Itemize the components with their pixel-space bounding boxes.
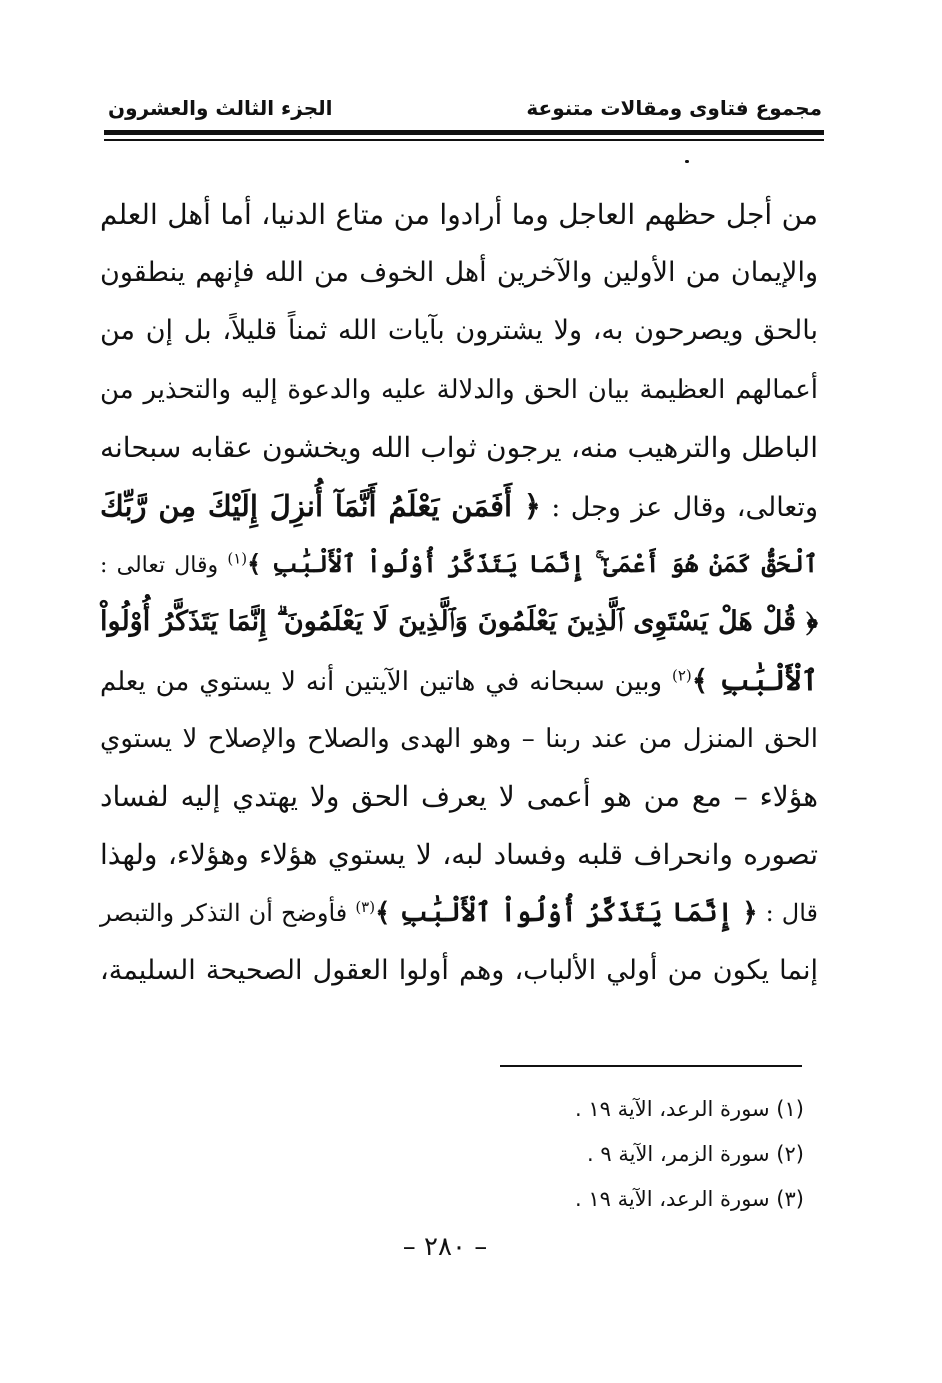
text-line [100, 535, 818, 593]
text-segment: فأوضح أن التذكر والتبصر [100, 899, 356, 928]
text-segment: هؤلاء – مع من هو أعمى لا يعرف الحق ولا يهتدي إليه لفساد [100, 779, 818, 813]
text-segment: تصوره وانحراف قلبه وفساد لبه، لا يستوي هؤلاء وهؤلاء، ولهذا [100, 838, 818, 872]
text-segment: أعمالهم العظيمة بيان الحق والدلالة عليه والدعوة إليه والتحذير من [100, 374, 818, 405]
text-segment: بالحق ويصرحون به، ولا يشترون بآيات الله ثمناً قليلاً، بل إن من [100, 315, 818, 347]
footnote-ref: (٣) [355, 898, 376, 917]
footnote-1: (١) سورة الرعد، الآية ١٩ . [575, 1097, 804, 1121]
main-text [100, 186, 818, 1001]
text-line [100, 768, 818, 826]
text-segment: وقال تعالى : [100, 553, 228, 579]
quran-verse: ﴿ قُلْ هَلْ يَسْتَوِى ٱلَّذِينَ يَعْلَمُونَ وَٱلَّذِينَ لَا يَعْلَمُونَ ۗ إِنَّمَا يَتَذَكَّرُ أُوْلُواْ [100, 606, 818, 638]
text-line [100, 419, 818, 477]
text-line [100, 186, 818, 244]
text-line [100, 302, 818, 360]
text-segment: الحق المنزل من عند ربنا – وهو الهدى والصلاح والإصلاح لا يستوي [100, 723, 818, 754]
footnote-rule [500, 1065, 802, 1067]
footnote-ref: (١) [227, 549, 248, 568]
text-line [100, 593, 818, 651]
text-segment: الباطل والترهيب منه، يرجون ثواب الله ويخشون عقابه سبحانه [100, 430, 818, 464]
text-segment: والإيمان من الأولين والآخرين أهل الخوف من الله فإنهم ينطقون [100, 257, 818, 289]
text-line [100, 652, 818, 710]
quran-verse: ٱلْأَلْبَٰبِ ﴾ [691, 663, 818, 697]
footnote-3: (٣) سورة الرعد، الآية ١٩ . [575, 1187, 804, 1211]
footnotes [300, 1092, 804, 1227]
book-title: مجموع فتاوى ومقالات متنوعة [526, 96, 822, 120]
running-header [108, 94, 822, 122]
quran-verse: ﴿ أَفَمَن يَعْلَمُ أَنَّمَآ أُنزِلَ إِلَيْكَ مِن رَّبِّكَ [100, 488, 541, 523]
text-line [100, 361, 818, 419]
text-line [100, 710, 818, 768]
text-segment: وتعالى، وقال عز وجل : [540, 491, 819, 523]
volume-title: الجزء الثالث والعشرون [108, 96, 333, 120]
header-rule-thick [104, 130, 824, 135]
text-line [100, 826, 818, 884]
text-line [100, 244, 818, 302]
text-segment: إنما يكون من أولي الألباب، وهم أولوا العقول الصحيحة السليمة، [100, 955, 818, 987]
text-segment: وبين سبحانه في هاتين الآيتين أنه لا يستوي من يعلم [100, 666, 672, 697]
quran-verse: ﴿ إِنَّمَا يَتَذَكَّرُ أُوْلُواْ ٱلْأَلْبَٰبِ ﴾ [375, 898, 758, 929]
page-number: – ٢٨٠ – [402, 1232, 488, 1262]
footnote-2: (٢) سورة الزمر، الآية ٩ . [587, 1142, 804, 1166]
stray-mark [685, 160, 689, 163]
text-line [100, 884, 818, 942]
text-line [100, 477, 818, 535]
text-segment: قال : [757, 899, 818, 928]
header-rule-thin [104, 139, 824, 141]
footnote-ref: (٢) [671, 665, 692, 684]
text-line [100, 942, 818, 1000]
quran-verse: ٱلْحَقُّ كَمَنْ هُوَ أَعْمَىٰٓ ۚ إِنَّمَا يَتَذَكَّرُ أُوْلُواْ ٱلْأَلْبَٰبِ ﴾ [247, 549, 819, 579]
text-segment: من أجل حظهم العاجل وما أرادوا من متاع الدنيا، أما أهل العلم [100, 198, 818, 231]
